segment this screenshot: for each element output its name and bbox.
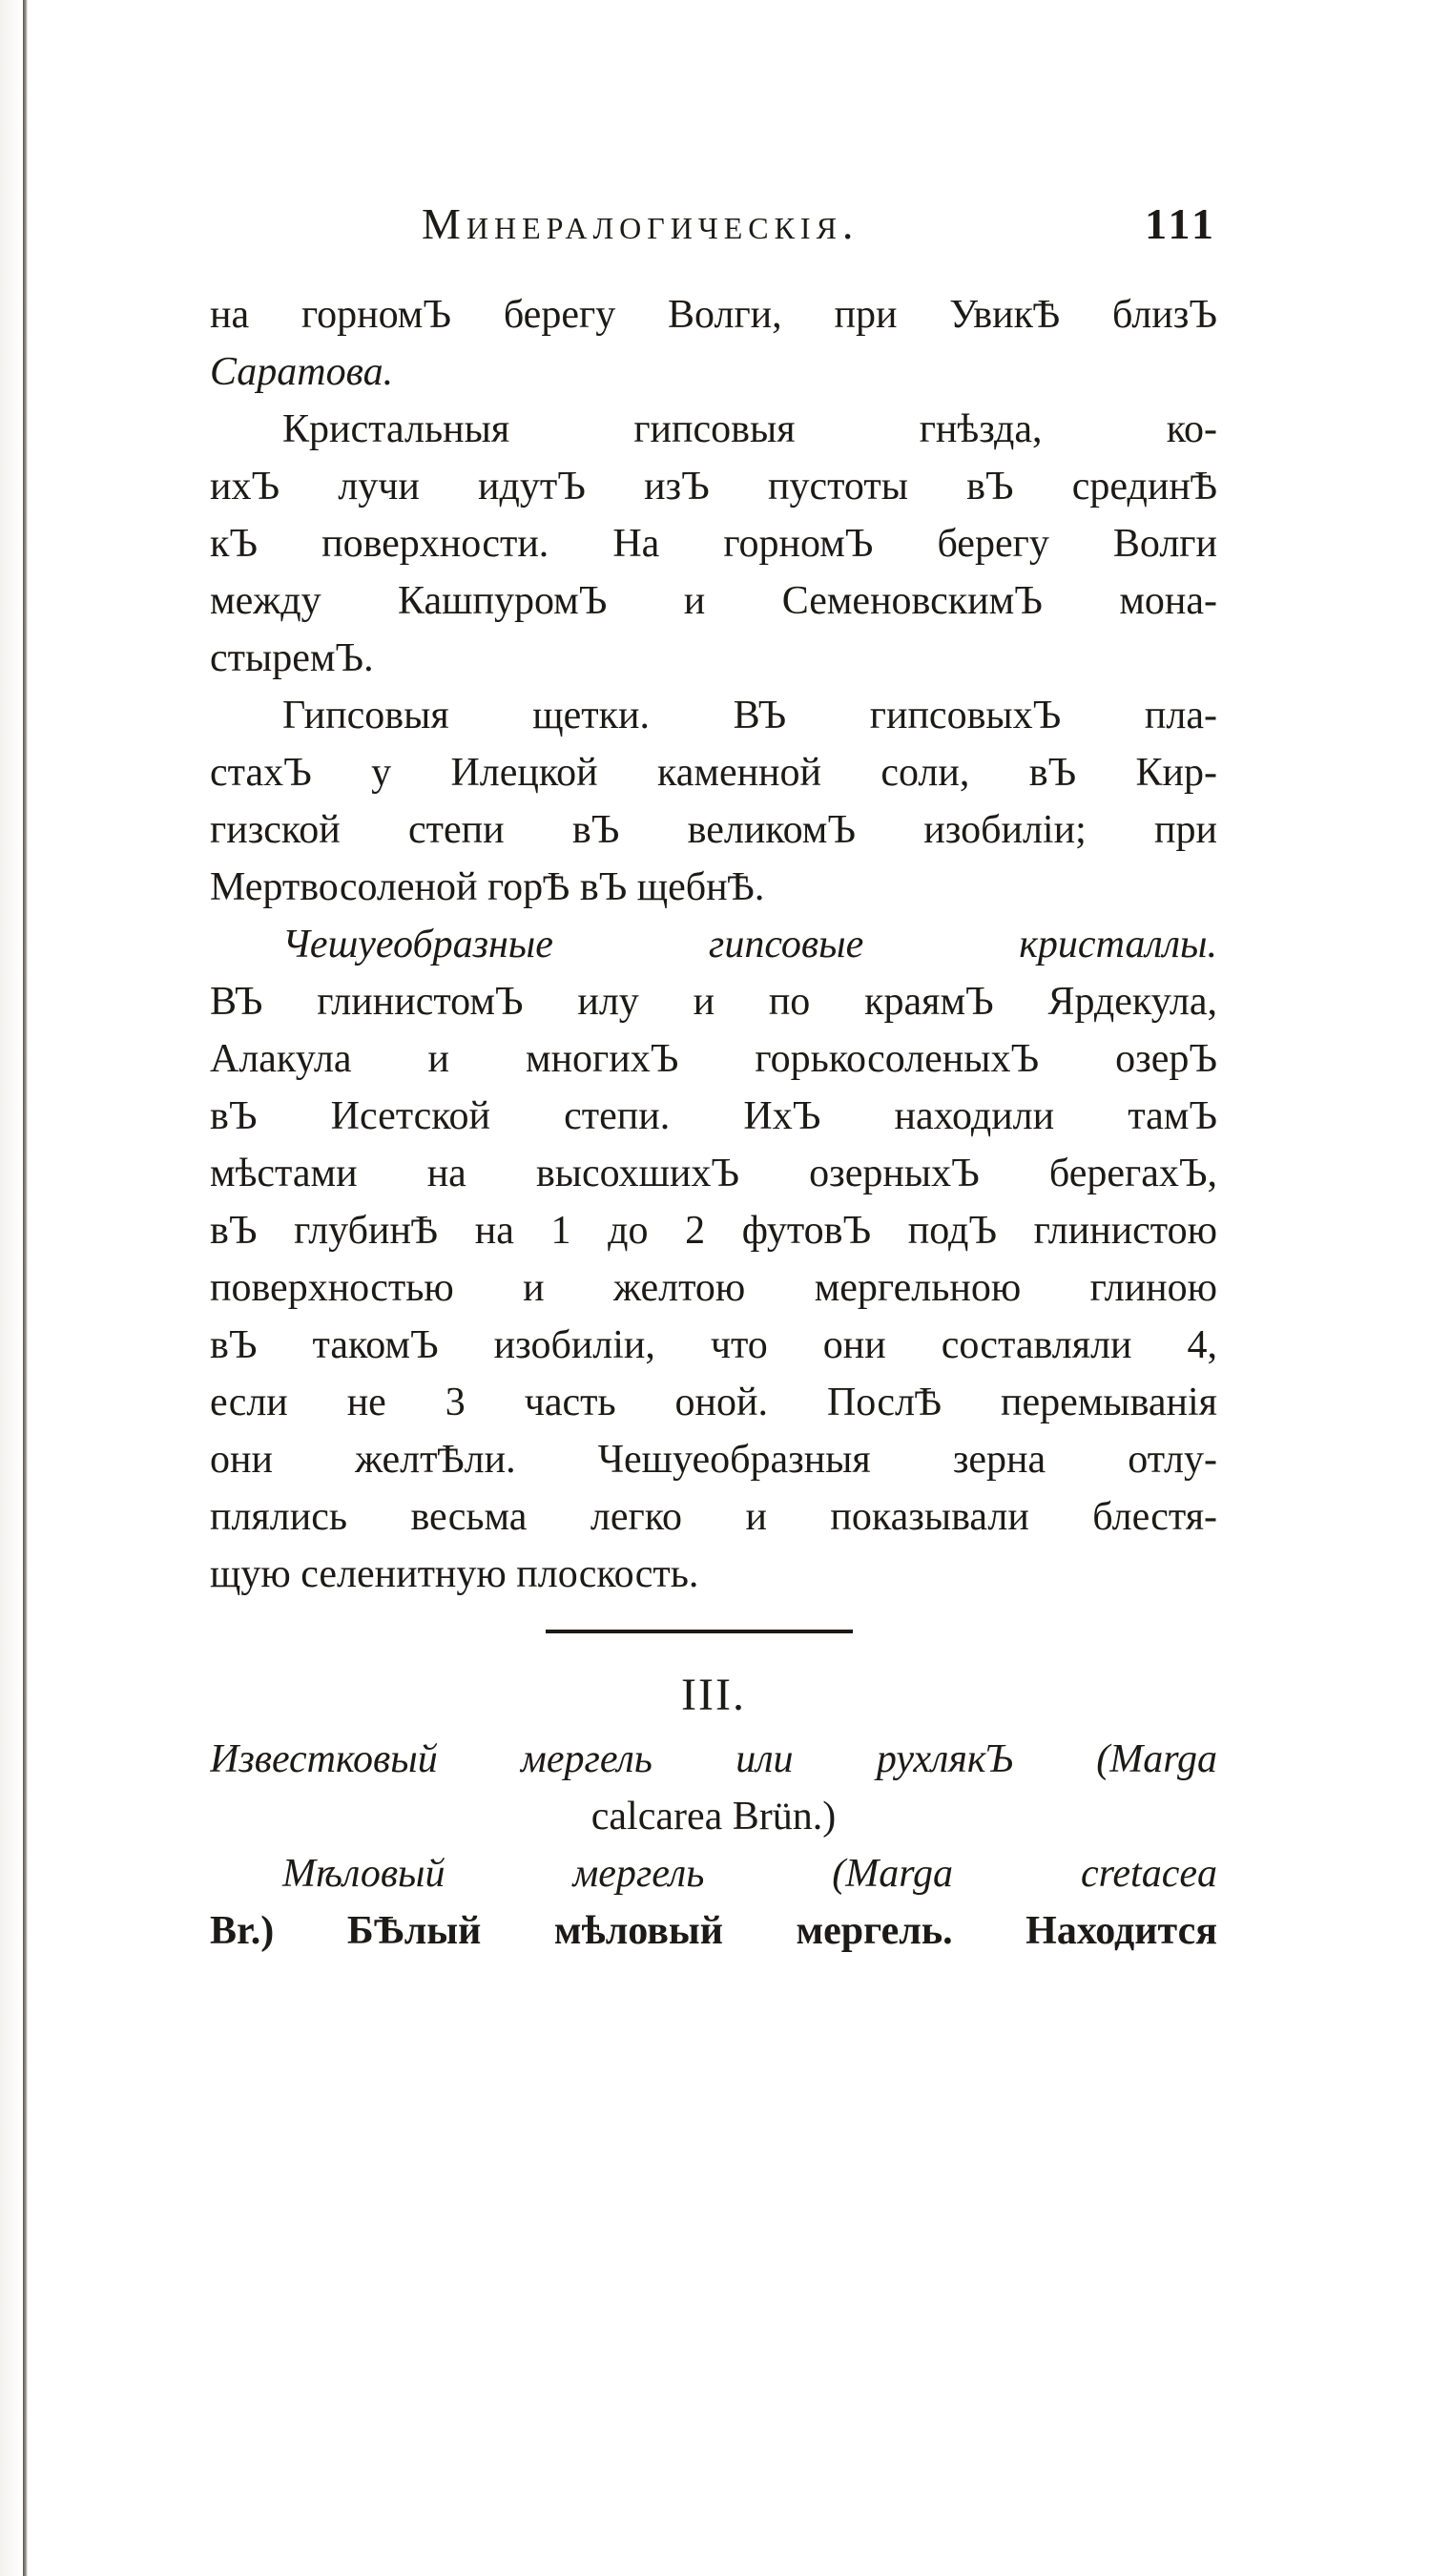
body-text	[210, 286, 1217, 1960]
text-line: Кристальныя гипсовыя гнѣзда, ко-	[282, 407, 1217, 451]
text-line: Чешуеобразные гипсовые кристаллы.	[282, 923, 1217, 966]
text-line: Саратова.	[210, 350, 394, 394]
text-line: Известковый мергель или рухлякЪ (Marga	[210, 1737, 1217, 1781]
divider-rule	[546, 1630, 853, 1633]
text-line: гизской степи вЪ великомЪ изобиліи; при	[210, 808, 1217, 852]
text-line: стыремЪ.	[210, 636, 374, 680]
text-line: плялись весьма легко и показывали блестя-	[210, 1495, 1217, 1539]
text-line: если не 3 часть оной. ПослѢ перемыванія	[210, 1381, 1217, 1424]
text-line: между КашпуромЪ и СеменовскимЪ мона-	[210, 579, 1217, 623]
section-numeral: III.	[681, 1670, 746, 1720]
text-line: Мѣловый мергель (Marga cretacea	[282, 1852, 1217, 1896]
running-head: Минералогическія.	[422, 199, 860, 248]
text-line: щую селенитную плоскость.	[210, 1552, 699, 1596]
page-number: 111	[1145, 199, 1217, 248]
text-line: поверхностью и желтою мергельною глиною	[210, 1266, 1217, 1310]
section-divider	[210, 1603, 1217, 1660]
text-line: вЪ глубинѢ на 1 до 2 футовЪ подЪ глинистою	[210, 1209, 1217, 1253]
text-line: стахЪ у Илецкой каменной соли, вЪ Кир-	[210, 751, 1217, 795]
text-line: вЪ Исетской степи. ИхЪ находили тамЪ	[210, 1094, 1217, 1138]
page-shadow	[0, 0, 23, 2576]
text-line: Мертвосоленой горѢ вЪ щебнѢ.	[210, 865, 765, 909]
book-gutter-edge	[23, 0, 28, 2576]
text-line: на горномЪ берегу Волги, при УвикѢ близЪ	[210, 293, 1217, 337]
text-line: кЪ поверхности. На горномЪ берегу Волги	[210, 522, 1217, 566]
text-line: мѣстами на высохшихЪ озерныхЪ берегахЪ,	[210, 1152, 1217, 1195]
text-line: вЪ такомЪ изобиліи, что они составляли 4,	[210, 1323, 1217, 1367]
text-line: ихЪ лучи идутЪ изЪ пустоты вЪ срединѢ	[210, 465, 1217, 509]
text-line: ВЪ глинистомЪ илу и по краямЪ Ярдекула,	[210, 980, 1217, 1024]
text-line: Гипсовыя щетки. ВЪ гипсовыхЪ пла-	[282, 694, 1217, 737]
text-line: Алакула и многихЪ горькосоленыхЪ озерЪ	[210, 1037, 1217, 1081]
page-header	[210, 198, 1217, 256]
text-line: они желтѢли. Чешуеобразныя зерна отлу-	[210, 1438, 1217, 1482]
text-line: Br.) БѢлый мѣловый мергель. Находится	[210, 1909, 1217, 1953]
text-line: calcarea Brün.)	[590, 1795, 837, 1839]
